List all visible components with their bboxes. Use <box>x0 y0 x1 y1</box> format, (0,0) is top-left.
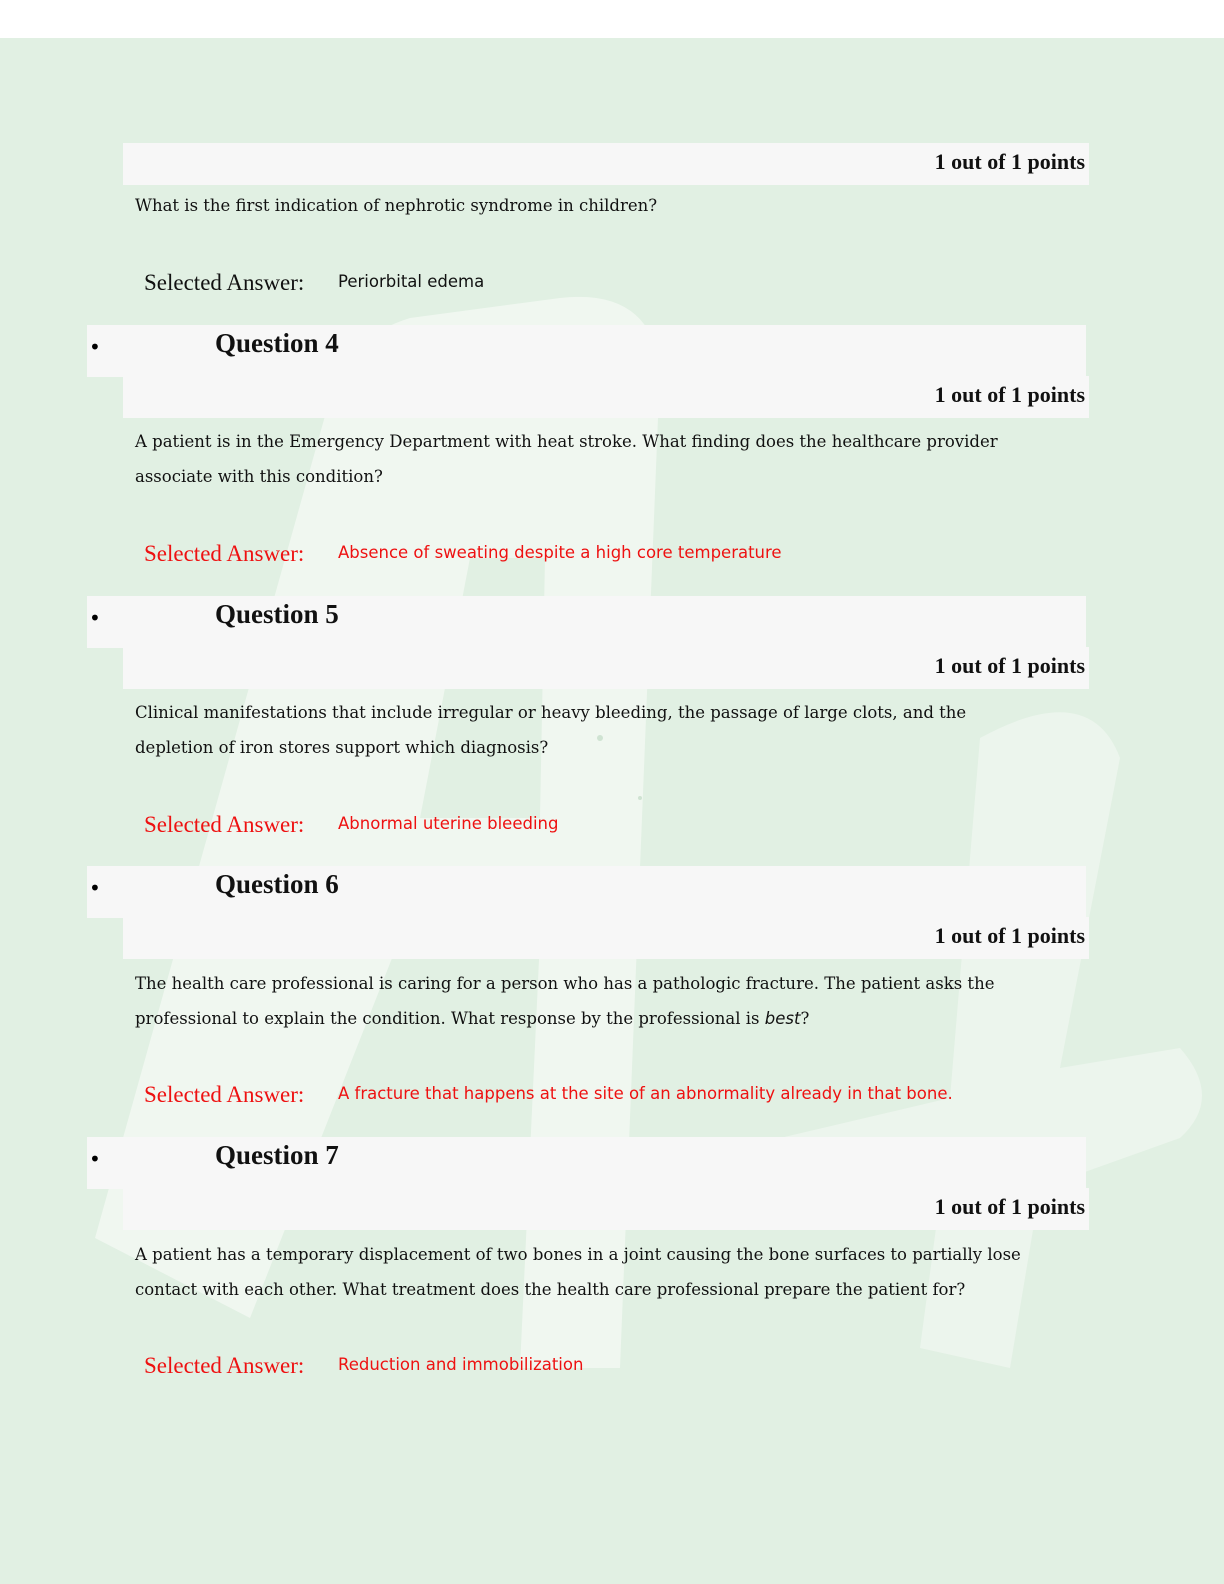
selected-answer-value: Periorbital edema <box>338 272 485 291</box>
points-label: 1 out of 1 points <box>934 923 1085 948</box>
points-bar <box>123 376 1089 418</box>
selected-answer-label: Selected Answer: <box>144 1353 305 1378</box>
points-label: 1 out of 1 points <box>934 653 1085 678</box>
points-label: 1 out of 1 points <box>934 382 1085 407</box>
question-text-line: depletion of iron stores support which diagnosis? <box>135 738 549 757</box>
selected-answer-value: Reduction and immobilization <box>338 1355 584 1374</box>
selected-answer-label: Selected Answer: <box>144 541 305 566</box>
question-text <box>135 1237 1035 1307</box>
emphasis-text: best <box>764 1009 801 1028</box>
selected-answer-label: Selected Answer: <box>144 1082 305 1107</box>
bullet-icon: • <box>89 1147 101 1171</box>
points-bar <box>123 143 1089 185</box>
question-text <box>135 966 1035 1036</box>
question-text-line: professional to explain the condition. What response by the professional is best? <box>135 1009 810 1028</box>
selected-answer-value: A fracture that happens at the site of an abnormality already in that bone. <box>338 1084 953 1103</box>
question-title: Question 5 <box>215 599 339 629</box>
points-label: 1 out of 1 points <box>934 1194 1085 1219</box>
points-label: 1 out of 1 points <box>934 149 1085 174</box>
selected-answer-label: Selected Answer: <box>144 812 305 837</box>
selected-answer-value: Absence of sweating despite a high core temperature <box>338 543 782 562</box>
points-bar <box>123 1188 1089 1230</box>
question-title: Question 6 <box>215 869 339 899</box>
question-text-line: Clinical manifestations that include irregular or heavy bleeding, the passage of large clots, and the <box>135 703 967 722</box>
question-text <box>135 424 1035 494</box>
question-title: Question 7 <box>215 1140 339 1170</box>
question-text-line: contact with each other. What treatment does the health care professional prepare the patient for? <box>135 1280 966 1299</box>
bullet-icon: • <box>89 876 101 900</box>
points-bar <box>123 647 1089 689</box>
bullet-icon: • <box>89 335 101 359</box>
question-text-line: associate with this condition? <box>135 467 383 486</box>
question-header <box>87 325 1086 377</box>
question-header <box>87 596 1086 648</box>
question-title: Question 4 <box>215 328 339 358</box>
selected-answer-label: Selected Answer: <box>144 270 305 295</box>
question-text-line: A patient has a temporary displacement of two bones in a joint causing the bone surfaces to partially lose <box>135 1245 1021 1264</box>
question-text-line: The health care professional is caring for a person who has a pathologic fracture. The patient asks the <box>135 974 995 993</box>
question-header <box>87 866 1086 918</box>
points-bar <box>123 917 1089 959</box>
question-text <box>135 695 1035 765</box>
question-header <box>87 1137 1086 1189</box>
question-text-line: A patient is in the Emergency Department with heat stroke. What finding does the healthcare provider <box>135 432 998 451</box>
bullet-icon: • <box>89 606 101 630</box>
question-text: What is the first indication of nephrotic syndrome in children? <box>135 196 658 215</box>
selected-answer-value: Abnormal uterine bleeding <box>338 814 559 833</box>
